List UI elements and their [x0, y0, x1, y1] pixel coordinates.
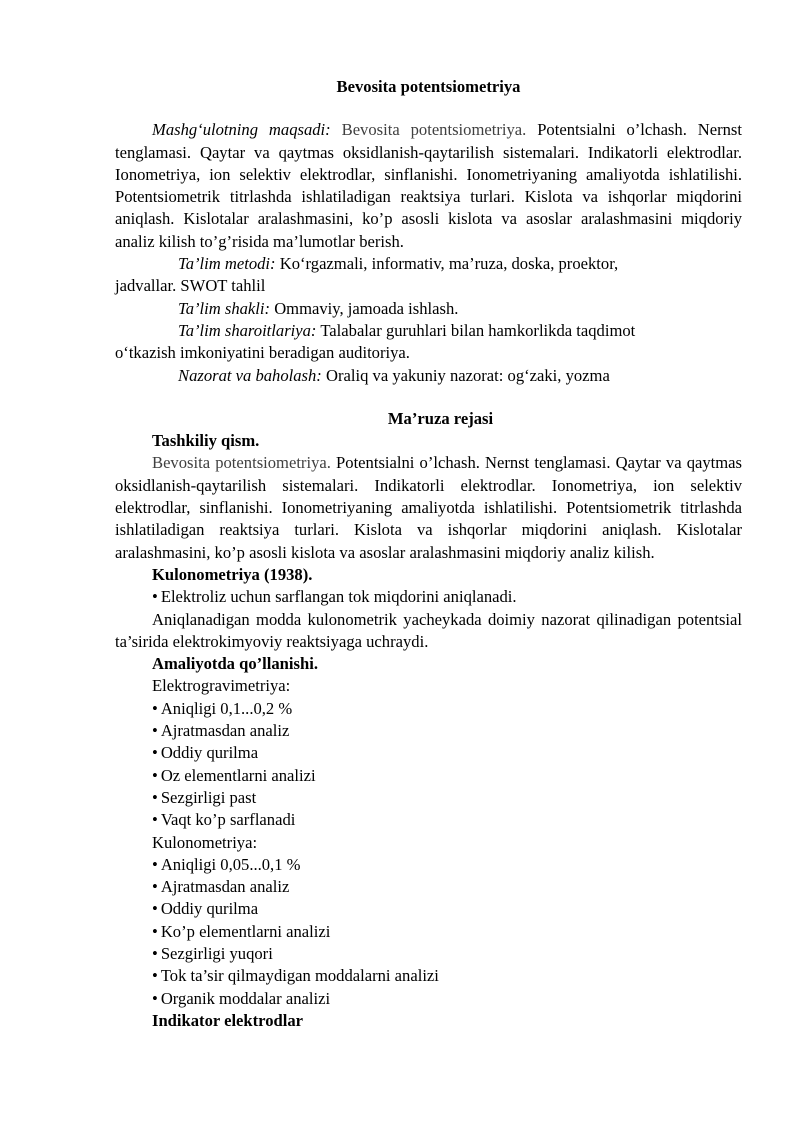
method-line1: Ko‘rgazmali, informativ, ma’ruza, doska, proektor,: [279, 254, 619, 274]
list-item: • Oddiy qurilma: [115, 742, 742, 764]
list-item: • Sezgirligi past: [115, 787, 742, 809]
org-topic: Bevosita potentsiometriya.: [152, 453, 331, 473]
control-paragraph: [115, 365, 742, 387]
form-label: Ta’lim shakli:: [178, 298, 271, 318]
conditions-line1: Talabalar guruhlari bilan hamkorlikda taqdimot: [320, 320, 636, 340]
list-item: • Oz elementlarni analizi: [115, 765, 742, 787]
practice-heading: Amaliyotda qo’llanishi.: [152, 654, 318, 674]
coulo-bullet: • Elektroliz uchun sarflangan tok miqdorini aniqlanadi.: [115, 586, 742, 608]
list-item: • Sezgirligi yuqori: [115, 943, 742, 965]
list-item: • Oddiy qurilma: [115, 898, 742, 920]
form-paragraph: [115, 298, 742, 320]
org-heading: Tashkiliy qism.: [152, 431, 260, 451]
coulo-paragraph: Aniqlanadigan modda kulonometrik yacheykada doimiy nazorat qilinadigan potentsial ta’sirida elektrokimyoviy reaktsiyaga uchraydi.: [115, 609, 742, 651]
method-line2: jadvallar. SWOT tahlil: [115, 276, 266, 296]
list-item: • Ajratmasdan analiz: [115, 720, 742, 742]
method-paragraph: [115, 253, 742, 298]
goal-topic: Bevosita potentsiometriya.: [341, 120, 527, 140]
plan-title: Ma’ruza rejasi: [387, 408, 494, 428]
control-label: Nazorat va baholash:: [178, 365, 322, 385]
document-page: [115, 76, 742, 1032]
form-text: Ommaviy, jamoada ishlash.: [274, 298, 459, 318]
method-label: Ta’lim metodi:: [178, 254, 276, 274]
coulometry-label: Kulonometriya:: [152, 832, 258, 852]
goal-label: Mashg‘ulotning maqsadi:: [152, 120, 331, 140]
org-paragraph: [115, 452, 742, 563]
control-text: Oraliq va yakuniy nazorat: og‘zaki, yozma: [325, 365, 610, 385]
indicator-heading: Indikator elektrodlar: [152, 1010, 304, 1030]
spacer: [115, 387, 742, 408]
electrograv-label: Elektrogravimetriya:: [152, 676, 291, 696]
coulo-heading: Kulonometriya (1938).: [152, 564, 313, 584]
list-item: • Organik moddalar analizi: [115, 988, 742, 1010]
list-item: • Aniqligi 0,1...0,2 %: [115, 698, 742, 720]
list-item: • Ajratmasdan analiz: [115, 876, 742, 898]
conditions-line2: o‘tkazish imkoniyatini beradigan auditoriya.: [115, 343, 410, 363]
conditions-paragraph: [115, 320, 742, 365]
spacer: [115, 98, 742, 119]
goal-text: Potentsialni o’lchash. Nernst tenglamasi. Qaytar va qaytmas oksidlanish-qaytarilish sistemalari. Indikatorli elektrodlar. Ionometriya, ion selektiv elektrodlar, sinflanishi. Ionometriyaning amaliyotda ishlatilishi. Potentsiometrik titrlashda ishlatiladigan reaktsiya turlari. Kislota va ishqorlar miqdorini aniqlash. Kislotalar aralashmasini, ko’p asosli kislota va asoslar aralashmasini miqdoriy analiz kilish to’g’risida ma’lumotlar berish.: [115, 120, 742, 251]
document-title: Bevosita potentsiometriya: [336, 77, 521, 96]
goal-paragraph: [115, 119, 742, 253]
list-item: • Ko’p elementlarni analizi: [115, 921, 742, 943]
list-item: • Tok ta’sir qilmaydigan moddalarni analizi: [115, 965, 742, 987]
conditions-label: Ta’lim sharoitlariya:: [178, 320, 317, 340]
list-item: • Vaqt ko’p sarflanadi: [115, 809, 742, 831]
list-item: • Aniqligi 0,05...0,1 %: [115, 854, 742, 876]
org-text: Potentsialni o’lchash. Nernst tenglamasi. Qaytar va qaytmas oksidlanish-qaytarilish sistemalari. Indikatorli elektrodlar. Ionometriya, ion selektiv elektrodlar, sinflanishi. Ionometriyaning amaliyotda ishlatilishi. Potentsiometrik titrlashda ishlatiladigan reaktsiya turlari. Kislota va ishqorlar miqdorini aniqlash. Kislotalar aralashmasini, ko’p asosli kislota va asoslar aralashmasini miqdoriy analiz kilish.: [115, 453, 743, 562]
